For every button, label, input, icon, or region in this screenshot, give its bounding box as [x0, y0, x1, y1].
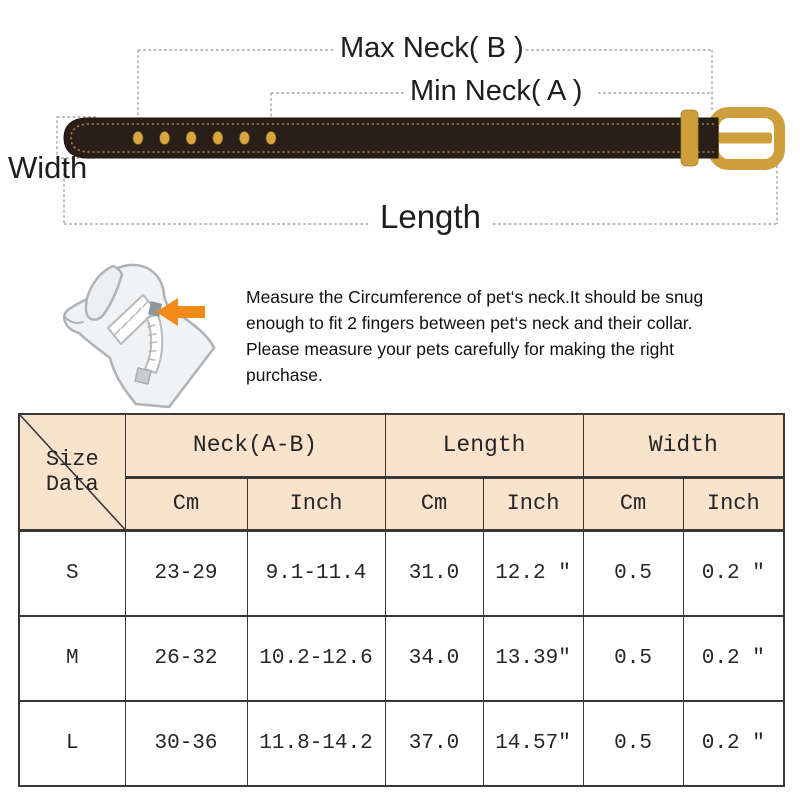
unit-header: Inch [683, 477, 784, 530]
table-row [19, 616, 784, 701]
value-cell: 0.5 [583, 701, 683, 786]
tape-end-piece [135, 368, 151, 384]
unit-header: Cm [385, 477, 483, 530]
value-cell: 10.2-12.6 [247, 616, 385, 701]
collar-dimension-diagram [0, 0, 800, 250]
corner-label: Size Data [45, 447, 99, 497]
buckle-icon [714, 113, 780, 165]
value-cell: 0.2 ″ [683, 531, 784, 616]
size-cell: M [19, 616, 125, 701]
table-row [19, 701, 784, 786]
value-cell: 14.57″ [483, 701, 583, 786]
corner-header-cell [19, 414, 125, 531]
unit-header: Inch [483, 477, 583, 530]
value-cell: 37.0 [385, 701, 483, 786]
instruction-text [246, 284, 703, 388]
size-cell: L [19, 701, 125, 786]
length-label: Length [380, 198, 481, 235]
value-cell: 0.5 [583, 616, 683, 701]
instruction-line: Measure the Circumference of pet‘s neck.It should be snug [246, 287, 704, 307]
value-cell: 31.0 [385, 531, 483, 616]
value-cell: 0.5 [583, 531, 683, 616]
dog-measuring-illustration [52, 255, 242, 410]
unit-header: Cm [125, 477, 247, 530]
group-header-width: Width [583, 414, 784, 477]
measuring-instructions [0, 250, 800, 413]
value-cell: 12.2 ″ [483, 531, 583, 616]
value-cell: 0.2 ″ [683, 616, 784, 701]
dog-head-body-shape [64, 265, 214, 407]
max-neck-label: Max Neck( B ) [340, 32, 524, 64]
value-cell: 26-32 [125, 616, 247, 701]
size-cell: S [19, 531, 125, 616]
table-row [19, 531, 784, 616]
instruction-line: Please measure your pets carefully for making the right [246, 339, 674, 359]
value-cell: 9.1-11.4 [247, 531, 385, 616]
group-header-length: Length [385, 414, 583, 477]
value-cell: 23-29 [125, 531, 247, 616]
value-cell: 34.0 [385, 616, 483, 701]
keeper-bar-icon [681, 110, 698, 166]
instruction-line: purchase. [246, 365, 323, 385]
value-cell: 0.2 ″ [683, 701, 784, 786]
value-cell: 13.39″ [483, 616, 583, 701]
instruction-line: enough to fit 2 fingers between pet‘s neck and their collar. [246, 313, 693, 333]
value-cell: 11.8-14.2 [247, 701, 385, 786]
group-header-neck: Neck(A-B) [125, 414, 385, 477]
unit-header: Cm [583, 477, 683, 530]
unit-header: Inch [247, 477, 385, 530]
value-cell: 30-36 [125, 701, 247, 786]
min-neck-label: Min Neck( A ) [410, 75, 583, 107]
size-chart-table [18, 413, 785, 787]
width-label: Width [8, 150, 88, 185]
